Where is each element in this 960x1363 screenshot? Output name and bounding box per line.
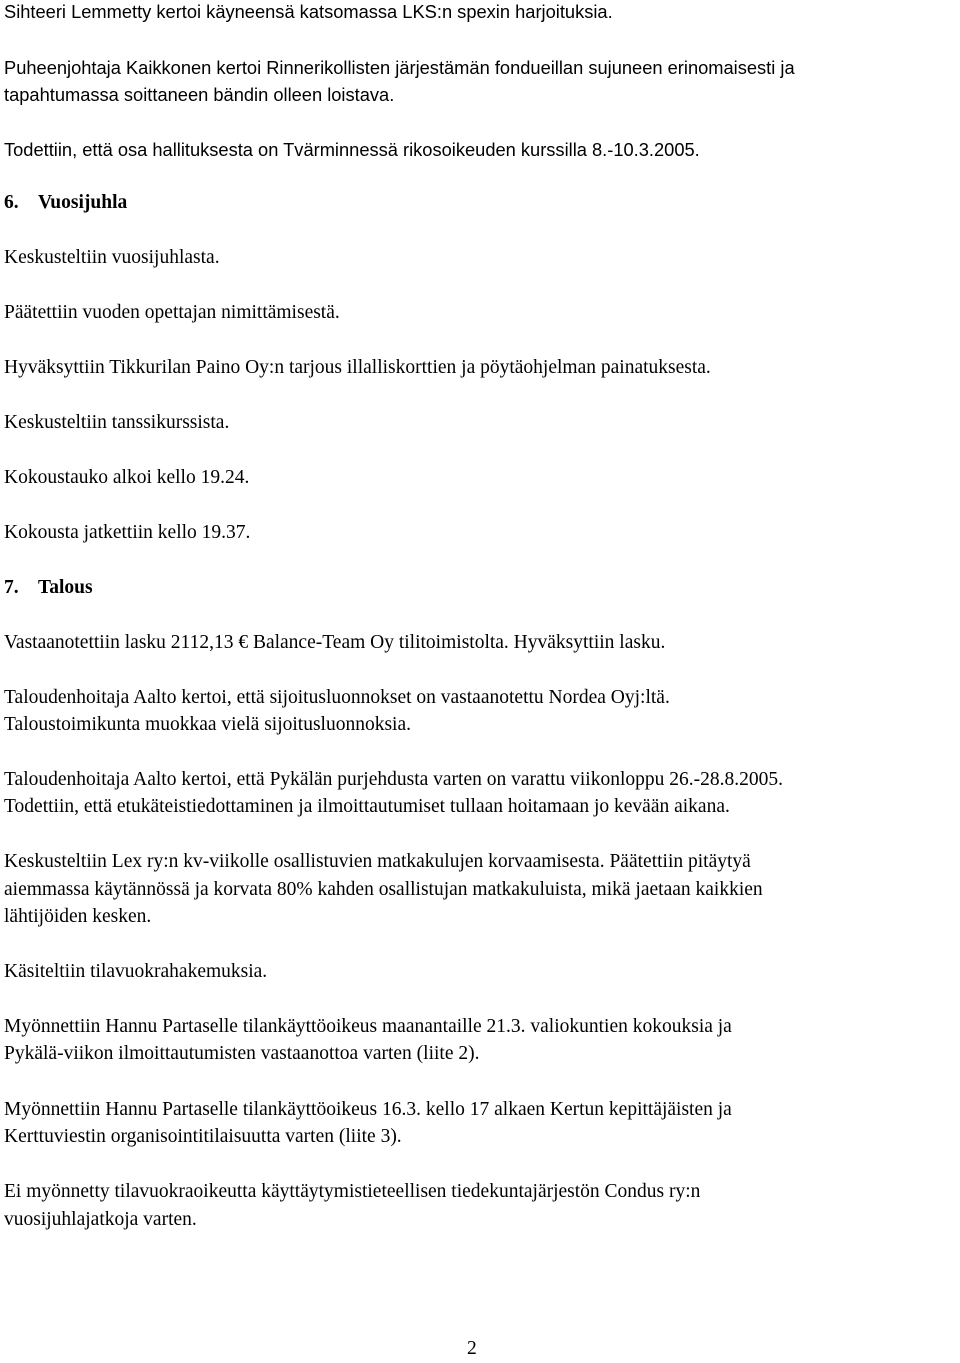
paragraph-investment-drafts: Taloudenhoitaja Aalto kertoi, että sijoitusluonnokset on vastaanotettu Nordea Oyj:ltä.: [4, 687, 670, 708]
section-7-heading: [4, 574, 93, 602]
paragraph-chair-report: Puheenjohtaja Kaikkonen kertoi Rinnerikollisten järjestämän fondueillan sujuneen erinomaisesti ja: [4, 57, 795, 78]
paragraph-secretary-report: Sihteeri Lemmetty kertoi käyneensä katsomassa LKS:n spexin harjoituksia.: [4, 1, 613, 22]
paragraph-invoice-received: Vastaanotettiin lasku 2112,13 € Balance-Team Oy tilitoimistolta. Hyväksyttiin lasku.: [4, 632, 666, 653]
paragraph-tvarminne-course: Todettiin, että osa hallituksesta on Tvärminnessä rikosoikeuden kurssilla 8.-10.3.2005.: [4, 139, 700, 160]
section-7-number: 7.: [4, 577, 19, 598]
paragraph-room-use-monday-cont: Pykälä-viikon ilmoittautumisten vastaanottoa varten (liite 2).: [4, 1043, 480, 1064]
paragraph-condus-denied-cont: vuosijuhlajatkoja varten.: [4, 1209, 197, 1230]
paragraph-sailing-weekend: Taloudenhoitaja Aalto kertoi, että Pykälän purjehdusta varten on varattu viikonloppu 26.-28.8.2005.: [4, 769, 784, 790]
paragraph-teacher-of-year: Päätettiin vuoden opettajan nimittämisestä.: [4, 302, 340, 323]
paragraph-travel-costs-cont-1: aiemmassa käytännössä ja korvata 80% kahden osallistujan matkakuluista, mikä jaetaan kaikkien: [4, 879, 763, 900]
paragraph-travel-costs: Keskusteltiin Lex ry:n kv-viikolle osallistuvien matkakulujen korvaamisesta. Päätettiin pitäytyä: [4, 851, 751, 872]
section-6-title: Vuosijuhla: [38, 192, 128, 213]
paragraph-meeting-resumed: Kokousta jatkettiin kello 19.37.: [4, 522, 251, 543]
paragraph-room-use-march16: Myönnettiin Hannu Partaselle tilankäyttöoikeus 16.3. kello 17 alkaen Kertun kepittäjäisten ja: [4, 1099, 732, 1120]
paragraph-condus-denied: Ei myönnetty tilavuokraoikeutta käyttäytymistieteellisen tiedekuntajärjestön Condus ry:n: [4, 1181, 701, 1202]
document-page: [4, 0, 954, 1358]
paragraph-printing-offer: Hyväksyttiin Tikkurilan Paino Oy:n tarjous illalliskorttien ja pöytäohjelman painatuksesta.: [4, 357, 711, 378]
paragraph-dance-course: Keskusteltiin tanssikurssista.: [4, 412, 230, 433]
paragraph-break-started: Kokoustauko alkoi kello 19.24.: [4, 467, 250, 488]
section-6-heading: [4, 189, 127, 217]
section-6-number: 6.: [4, 192, 19, 213]
section-7-title: Talous: [38, 577, 93, 598]
paragraph-travel-costs-cont-2: lähtijöiden kesken.: [4, 906, 152, 927]
page-number: 2: [467, 1338, 477, 1359]
paragraph-sailing-weekend-cont: Todettiin, että etukäteistiedottaminen ja ilmoittautumiset tullaan hoitamaan jo kevään aikana.: [4, 796, 730, 817]
paragraph-chair-report-cont: tapahtumassa soittaneen bändin olleen loistava.: [4, 84, 395, 105]
paragraph-rental-applications: Käsiteltiin tilavuokrahakemuksia.: [4, 961, 268, 982]
paragraph-investment-drafts-cont: Taloustoimikunta muokkaa vielä sijoitusluonnoksia.: [4, 714, 412, 735]
paragraph-room-use-march16-cont: Kerttuviestin organisointitilaisuutta varten (liite 3).: [4, 1126, 402, 1147]
paragraph-room-use-monday: Myönnettiin Hannu Partaselle tilankäyttöoikeus maanantaille 21.3. valiokuntien kokouksia ja: [4, 1016, 732, 1037]
paragraph-anniversary-discussed: Keskusteltiin vuosijuhlasta.: [4, 247, 220, 268]
